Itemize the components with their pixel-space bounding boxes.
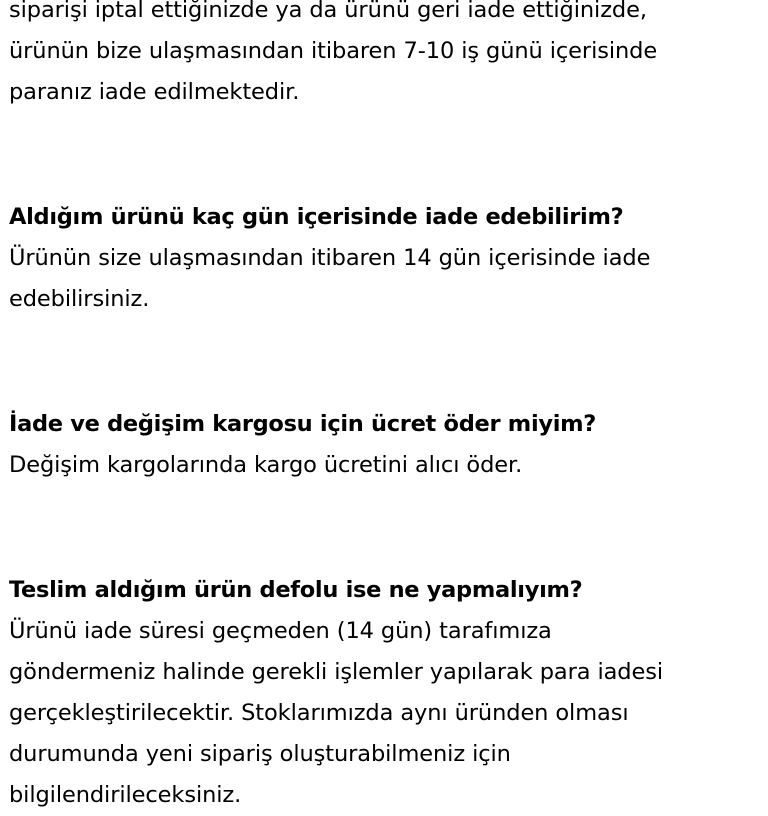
faq-answer-line: göndermeniz halinde gerekli işlemler yapılarak para iadesi — [9, 659, 663, 685]
faq-question: İade ve değişim kargosu için ücret öder miyim? — [9, 411, 597, 437]
faq-item-defective-product — [9, 570, 759, 816]
faq-list — [9, 0, 759, 816]
faq-answer-line: gerçekleştirilecektir. Stoklarımızda aynı üründen olması — [9, 700, 629, 726]
faq-answer — [9, 445, 759, 486]
faq-item-shipping-fee — [9, 404, 759, 486]
faq-question: Teslim aldığım ürün defolu ise ne yapmalıyım? — [9, 577, 583, 603]
faq-answer-line: Ürünü iade süresi geçmeden (14 gün) tarafımıza — [9, 618, 552, 644]
faq-question: Aldığım ürünü kaç gün içerisinde iade edebilirim? — [9, 204, 624, 230]
faq-answer — [9, 611, 759, 816]
faq-answer-line: durumunda yeni sipariş oluşturabilmeniz için — [9, 741, 511, 767]
faq-answer-line: Ürünün size ulaşmasından itibaren 14 gün içerisinde iade — [9, 245, 651, 271]
faq-answer-line: edebilirsiniz. — [9, 286, 150, 312]
faq-answer — [9, 0, 759, 113]
faq-answer-line: siparişi iptal ettiğinizde ya da ürünü geri iade ettiğinizde, — [9, 0, 647, 23]
faq-answer-line: bilgilendirileceksiniz. — [9, 782, 242, 808]
faq-item-refund-timing — [9, 0, 759, 113]
faq-answer-line: Değişim kargolarında kargo ücretini alıcı öder. — [9, 452, 523, 478]
faq-answer — [9, 238, 759, 320]
faq-item-return-period — [9, 197, 759, 320]
faq-answer-line: ürünün bize ulaşmasından itibaren 7-10 iş günü içerisinde — [9, 38, 658, 64]
faq-answer-line: paranız iade edilmektedir. — [9, 79, 300, 105]
